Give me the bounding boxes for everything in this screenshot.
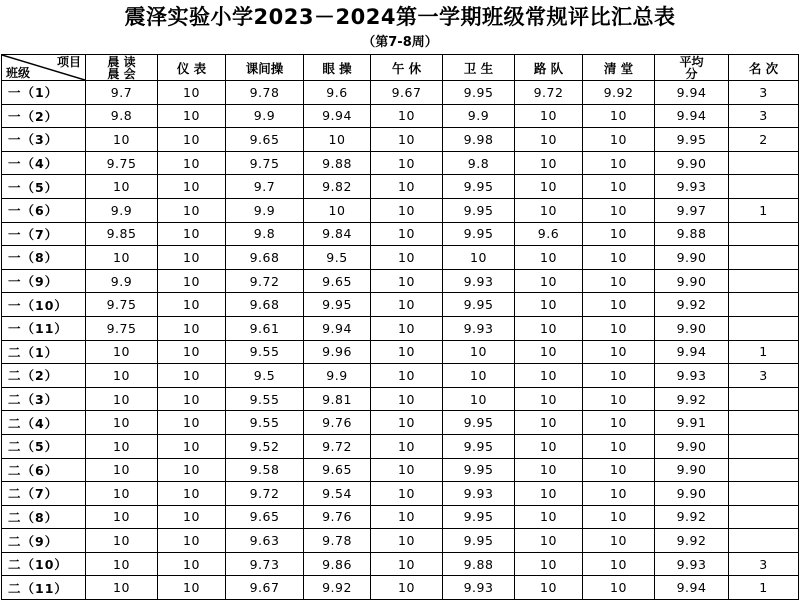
classroom-clear-cell: 10 bbox=[583, 576, 655, 600]
hygiene-cell: 9.95 bbox=[443, 411, 515, 435]
break-exercise-cell: 9.67 bbox=[226, 576, 304, 600]
appearance-cell: 10 bbox=[158, 364, 226, 388]
break-exercise-cell: 9.72 bbox=[226, 482, 304, 506]
rank-cell bbox=[729, 482, 799, 506]
classroom-clear-cell: 10 bbox=[583, 340, 655, 364]
table-row bbox=[2, 175, 799, 199]
classroom-clear-cell: 10 bbox=[583, 128, 655, 152]
eye-exercise-cell: 9.94 bbox=[304, 316, 371, 340]
table-row bbox=[2, 198, 799, 222]
class-name-cell: 一（5） bbox=[2, 175, 86, 199]
hygiene-cell: 9.95 bbox=[443, 505, 515, 529]
hygiene-cell: 9.95 bbox=[443, 529, 515, 553]
table-row bbox=[2, 364, 799, 388]
classroom-clear-cell: 10 bbox=[583, 151, 655, 175]
classroom-clear-cell: 10 bbox=[583, 387, 655, 411]
road-queue-cell: 10 bbox=[515, 175, 583, 199]
appearance-cell: 10 bbox=[158, 340, 226, 364]
column-header-label: 课间操 bbox=[245, 60, 284, 76]
break-exercise-cell: 9.65 bbox=[226, 128, 304, 152]
morning-reading-cell: 10 bbox=[86, 434, 158, 458]
hygiene-cell: 10 bbox=[443, 246, 515, 270]
nap-cell: 10 bbox=[371, 458, 443, 482]
corner-label-item: 项目 bbox=[56, 55, 81, 69]
eye-exercise-cell: 9.65 bbox=[304, 458, 371, 482]
column-header-line: 平均 bbox=[679, 54, 704, 69]
appearance-cell: 10 bbox=[158, 576, 226, 600]
rank-cell bbox=[729, 529, 799, 553]
hygiene-cell: 9.93 bbox=[443, 482, 515, 506]
nap-cell: 10 bbox=[371, 151, 443, 175]
break-exercise-cell: 9.9 bbox=[226, 198, 304, 222]
road-queue-cell: 10 bbox=[515, 576, 583, 600]
road-queue-cell: 10 bbox=[515, 128, 583, 152]
classroom-clear-cell: 10 bbox=[583, 222, 655, 246]
rank-cell: 3 bbox=[729, 104, 799, 128]
appearance-cell: 10 bbox=[158, 387, 226, 411]
road-queue-cell: 10 bbox=[515, 529, 583, 553]
rank-cell bbox=[729, 505, 799, 529]
nap-cell: 10 bbox=[371, 576, 443, 600]
nap-cell: 10 bbox=[371, 340, 443, 364]
column-header-line: 晨 会 bbox=[107, 66, 136, 81]
break-exercise-cell: 9.7 bbox=[226, 175, 304, 199]
road-queue-cell: 9.72 bbox=[515, 81, 583, 105]
average-cell: 9.92 bbox=[655, 505, 729, 529]
class-name-cell: 一（7） bbox=[2, 222, 86, 246]
rank-cell bbox=[729, 387, 799, 411]
column-header-label: 清 堂 bbox=[603, 60, 634, 76]
morning-reading-cell: 9.85 bbox=[86, 222, 158, 246]
table-row bbox=[2, 434, 799, 458]
column-header-break-exercise bbox=[226, 55, 304, 81]
column-header-morning-reading bbox=[86, 55, 158, 81]
class-name-cell: 二（11） bbox=[2, 576, 86, 600]
break-exercise-cell: 9.9 bbox=[226, 104, 304, 128]
table-row bbox=[2, 269, 799, 293]
break-exercise-cell: 9.58 bbox=[226, 458, 304, 482]
score-table bbox=[1, 54, 799, 600]
column-header-label: 午 休 bbox=[391, 60, 422, 76]
break-exercise-cell: 9.63 bbox=[226, 529, 304, 553]
eye-exercise-cell: 9.88 bbox=[304, 151, 371, 175]
class-name-cell: 二（5） bbox=[2, 434, 86, 458]
header-row bbox=[2, 55, 799, 81]
eye-exercise-cell: 9.65 bbox=[304, 269, 371, 293]
class-name-cell: 一（10） bbox=[2, 293, 86, 317]
nap-cell: 10 bbox=[371, 222, 443, 246]
appearance-cell: 10 bbox=[158, 104, 226, 128]
class-name-cell: 一（2） bbox=[2, 104, 86, 128]
appearance-cell: 10 bbox=[158, 246, 226, 270]
nap-cell: 10 bbox=[371, 293, 443, 317]
average-cell: 9.90 bbox=[655, 151, 729, 175]
class-name-cell: 一（4） bbox=[2, 151, 86, 175]
appearance-cell: 10 bbox=[158, 434, 226, 458]
road-queue-cell: 10 bbox=[515, 198, 583, 222]
morning-reading-cell: 10 bbox=[86, 364, 158, 388]
nap-cell: 10 bbox=[371, 269, 443, 293]
rank-cell: 2 bbox=[729, 128, 799, 152]
column-header-label: 卫 生 bbox=[463, 60, 494, 76]
table-row bbox=[2, 151, 799, 175]
nap-cell: 9.67 bbox=[371, 81, 443, 105]
rank-cell bbox=[729, 175, 799, 199]
appearance-cell: 10 bbox=[158, 316, 226, 340]
table-row bbox=[2, 552, 799, 576]
hygiene-cell: 9.93 bbox=[443, 576, 515, 600]
hygiene-cell: 10 bbox=[443, 364, 515, 388]
road-queue-cell: 10 bbox=[515, 151, 583, 175]
average-cell: 9.92 bbox=[655, 293, 729, 317]
classroom-clear-cell: 10 bbox=[583, 269, 655, 293]
class-name-cell: 一（9） bbox=[2, 269, 86, 293]
break-exercise-cell: 9.52 bbox=[226, 434, 304, 458]
table-row bbox=[2, 128, 799, 152]
nap-cell: 10 bbox=[371, 175, 443, 199]
road-queue-cell: 10 bbox=[515, 364, 583, 388]
classroom-clear-cell: 10 bbox=[583, 529, 655, 553]
table-row bbox=[2, 340, 799, 364]
eye-exercise-cell: 9.6 bbox=[304, 81, 371, 105]
class-name-cell: 二（7） bbox=[2, 482, 86, 506]
break-exercise-cell: 9.65 bbox=[226, 505, 304, 529]
eye-exercise-cell: 9.94 bbox=[304, 104, 371, 128]
eye-exercise-cell: 10 bbox=[304, 198, 371, 222]
class-name-cell: 二（10） bbox=[2, 552, 86, 576]
eye-exercise-cell: 9.72 bbox=[304, 434, 371, 458]
road-queue-cell: 10 bbox=[515, 387, 583, 411]
appearance-cell: 10 bbox=[158, 293, 226, 317]
average-cell: 9.93 bbox=[655, 552, 729, 576]
morning-reading-cell: 10 bbox=[86, 340, 158, 364]
morning-reading-cell: 9.7 bbox=[86, 81, 158, 105]
classroom-clear-cell: 10 bbox=[583, 552, 655, 576]
column-header-classroom-clear bbox=[583, 55, 655, 81]
morning-reading-cell: 10 bbox=[86, 552, 158, 576]
hygiene-cell: 9.9 bbox=[443, 104, 515, 128]
class-name-cell: 一（8） bbox=[2, 246, 86, 270]
hygiene-cell: 9.93 bbox=[443, 316, 515, 340]
table-row bbox=[2, 458, 799, 482]
average-cell: 9.90 bbox=[655, 458, 729, 482]
road-queue-cell: 10 bbox=[515, 434, 583, 458]
average-cell: 9.92 bbox=[655, 387, 729, 411]
corner-label-class: 班级 bbox=[6, 66, 31, 80]
morning-reading-cell: 9.9 bbox=[86, 269, 158, 293]
hygiene-cell: 9.93 bbox=[443, 269, 515, 293]
nap-cell: 10 bbox=[371, 316, 443, 340]
table-row bbox=[2, 81, 799, 105]
hygiene-cell: 9.88 bbox=[443, 552, 515, 576]
table-row bbox=[2, 482, 799, 506]
hygiene-cell: 9.95 bbox=[443, 81, 515, 105]
nap-cell: 10 bbox=[371, 529, 443, 553]
morning-reading-cell: 10 bbox=[86, 482, 158, 506]
class-name-cell: 二（1） bbox=[2, 340, 86, 364]
class-name-cell: 一（6） bbox=[2, 198, 86, 222]
eye-exercise-cell: 9.95 bbox=[304, 293, 371, 317]
corner-header-cell bbox=[2, 55, 86, 81]
classroom-clear-cell: 10 bbox=[583, 293, 655, 317]
eye-exercise-cell: 9.84 bbox=[304, 222, 371, 246]
morning-reading-cell: 10 bbox=[86, 576, 158, 600]
break-exercise-cell: 9.75 bbox=[226, 151, 304, 175]
rank-cell bbox=[729, 411, 799, 435]
break-exercise-cell: 9.68 bbox=[226, 246, 304, 270]
nap-cell: 10 bbox=[371, 198, 443, 222]
hygiene-cell: 10 bbox=[443, 387, 515, 411]
eye-exercise-cell: 9.82 bbox=[304, 175, 371, 199]
appearance-cell: 10 bbox=[158, 552, 226, 576]
morning-reading-cell: 9.75 bbox=[86, 316, 158, 340]
column-header-eye-exercise bbox=[304, 55, 371, 81]
road-queue-cell: 9.6 bbox=[515, 222, 583, 246]
class-name-cell: 二（8） bbox=[2, 505, 86, 529]
eye-exercise-cell: 9.76 bbox=[304, 411, 371, 435]
class-name-cell: 二（9） bbox=[2, 529, 86, 553]
rank-cell: 1 bbox=[729, 576, 799, 600]
class-name-cell: 二（2） bbox=[2, 364, 86, 388]
average-cell: 9.94 bbox=[655, 81, 729, 105]
average-cell: 9.90 bbox=[655, 246, 729, 270]
column-header-nap bbox=[371, 55, 443, 81]
rank-cell bbox=[729, 458, 799, 482]
eye-exercise-cell: 9.96 bbox=[304, 340, 371, 364]
morning-reading-cell: 9.9 bbox=[86, 198, 158, 222]
eye-exercise-cell: 9.86 bbox=[304, 552, 371, 576]
average-cell: 9.94 bbox=[655, 576, 729, 600]
morning-reading-cell: 9.75 bbox=[86, 293, 158, 317]
classroom-clear-cell: 10 bbox=[583, 411, 655, 435]
morning-reading-cell: 10 bbox=[86, 411, 158, 435]
average-cell: 9.90 bbox=[655, 269, 729, 293]
appearance-cell: 10 bbox=[158, 151, 226, 175]
average-cell: 9.93 bbox=[655, 175, 729, 199]
nap-cell: 10 bbox=[371, 246, 443, 270]
rank-cell bbox=[729, 316, 799, 340]
classroom-clear-cell: 10 bbox=[583, 246, 655, 270]
table-body bbox=[2, 81, 799, 600]
column-header-label: 眼 操 bbox=[322, 60, 352, 76]
average-cell: 9.90 bbox=[655, 434, 729, 458]
rank-cell: 1 bbox=[729, 340, 799, 364]
nap-cell: 10 bbox=[371, 434, 443, 458]
nap-cell: 10 bbox=[371, 505, 443, 529]
column-header-label: 名 次 bbox=[748, 60, 779, 76]
appearance-cell: 10 bbox=[158, 81, 226, 105]
eye-exercise-cell: 9.9 bbox=[304, 364, 371, 388]
appearance-cell: 10 bbox=[158, 482, 226, 506]
class-name-cell: 一（3） bbox=[2, 128, 86, 152]
road-queue-cell: 10 bbox=[515, 458, 583, 482]
class-name-cell: 二（6） bbox=[2, 458, 86, 482]
morning-reading-cell: 10 bbox=[86, 529, 158, 553]
average-cell: 9.93 bbox=[655, 364, 729, 388]
appearance-cell: 10 bbox=[158, 128, 226, 152]
break-exercise-cell: 9.55 bbox=[226, 340, 304, 364]
table-row bbox=[2, 104, 799, 128]
break-exercise-cell: 9.78 bbox=[226, 81, 304, 105]
hygiene-cell: 9.98 bbox=[443, 128, 515, 152]
road-queue-cell: 10 bbox=[515, 293, 583, 317]
table-row bbox=[2, 387, 799, 411]
road-queue-cell: 10 bbox=[515, 269, 583, 293]
classroom-clear-cell: 10 bbox=[583, 458, 655, 482]
nap-cell: 10 bbox=[371, 128, 443, 152]
column-header-label: 路 队 bbox=[533, 60, 564, 76]
table-row bbox=[2, 529, 799, 553]
page-title: 震泽实验小学2023－2024第一学期班级常规评比汇总表 bbox=[124, 5, 676, 29]
classroom-clear-cell: 10 bbox=[583, 505, 655, 529]
column-header-label: 仪 表 bbox=[176, 60, 207, 76]
break-exercise-cell: 9.61 bbox=[226, 316, 304, 340]
road-queue-cell: 10 bbox=[515, 552, 583, 576]
hygiene-cell: 9.95 bbox=[443, 175, 515, 199]
average-cell: 9.94 bbox=[655, 340, 729, 364]
nap-cell: 10 bbox=[371, 482, 443, 506]
eye-exercise-cell: 9.5 bbox=[304, 246, 371, 270]
break-exercise-cell: 9.55 bbox=[226, 387, 304, 411]
nap-cell: 10 bbox=[371, 552, 443, 576]
table-row bbox=[2, 576, 799, 600]
rank-cell: 3 bbox=[729, 552, 799, 576]
classroom-clear-cell: 10 bbox=[583, 104, 655, 128]
average-cell: 9.92 bbox=[655, 529, 729, 553]
rank-cell: 3 bbox=[729, 364, 799, 388]
classroom-clear-cell: 10 bbox=[583, 434, 655, 458]
class-name-cell: 一（11） bbox=[2, 316, 86, 340]
hygiene-cell: 9.95 bbox=[443, 434, 515, 458]
morning-reading-cell: 10 bbox=[86, 175, 158, 199]
classroom-clear-cell: 10 bbox=[583, 482, 655, 506]
class-name-cell: 二（4） bbox=[2, 411, 86, 435]
average-cell: 9.90 bbox=[655, 316, 729, 340]
break-exercise-cell: 9.73 bbox=[226, 552, 304, 576]
table-row bbox=[2, 222, 799, 246]
eye-exercise-cell: 9.76 bbox=[304, 505, 371, 529]
class-name-cell: 二（3） bbox=[2, 387, 86, 411]
table-row bbox=[2, 293, 799, 317]
average-cell: 9.94 bbox=[655, 104, 729, 128]
eye-exercise-cell: 9.92 bbox=[304, 576, 371, 600]
rank-cell: 1 bbox=[729, 198, 799, 222]
rank-cell: 3 bbox=[729, 81, 799, 105]
hygiene-cell: 9.95 bbox=[443, 293, 515, 317]
break-exercise-cell: 9.72 bbox=[226, 269, 304, 293]
appearance-cell: 10 bbox=[158, 198, 226, 222]
nap-cell: 10 bbox=[371, 411, 443, 435]
average-cell: 9.88 bbox=[655, 222, 729, 246]
road-queue-cell: 10 bbox=[515, 246, 583, 270]
break-exercise-cell: 9.55 bbox=[226, 411, 304, 435]
appearance-cell: 10 bbox=[158, 529, 226, 553]
nap-cell: 10 bbox=[371, 387, 443, 411]
column-header-hygiene bbox=[443, 55, 515, 81]
classroom-clear-cell: 10 bbox=[583, 198, 655, 222]
morning-reading-cell: 10 bbox=[86, 246, 158, 270]
appearance-cell: 10 bbox=[158, 175, 226, 199]
column-header-line: 分 bbox=[685, 66, 698, 81]
eye-exercise-cell: 10 bbox=[304, 128, 371, 152]
table-row bbox=[2, 411, 799, 435]
appearance-cell: 10 bbox=[158, 222, 226, 246]
page-subtitle: （第7-8周） bbox=[362, 35, 438, 50]
classroom-clear-cell: 10 bbox=[583, 175, 655, 199]
table-row bbox=[2, 505, 799, 529]
table-row bbox=[2, 316, 799, 340]
rank-cell bbox=[729, 293, 799, 317]
nap-cell: 10 bbox=[371, 104, 443, 128]
column-header-appearance bbox=[158, 55, 226, 81]
appearance-cell: 10 bbox=[158, 269, 226, 293]
road-queue-cell: 10 bbox=[515, 505, 583, 529]
classroom-clear-cell: 10 bbox=[583, 364, 655, 388]
classroom-clear-cell: 10 bbox=[583, 316, 655, 340]
classroom-clear-cell: 9.92 bbox=[583, 81, 655, 105]
appearance-cell: 10 bbox=[158, 505, 226, 529]
hygiene-cell: 9.95 bbox=[443, 222, 515, 246]
column-header-line: 晨 读 bbox=[107, 54, 136, 69]
hygiene-cell: 9.95 bbox=[443, 458, 515, 482]
average-cell: 9.97 bbox=[655, 198, 729, 222]
hygiene-cell: 10 bbox=[443, 340, 515, 364]
eye-exercise-cell: 9.54 bbox=[304, 482, 371, 506]
average-cell: 9.95 bbox=[655, 128, 729, 152]
road-queue-cell: 10 bbox=[515, 316, 583, 340]
morning-reading-cell: 10 bbox=[86, 387, 158, 411]
morning-reading-cell: 9.75 bbox=[86, 151, 158, 175]
road-queue-cell: 10 bbox=[515, 482, 583, 506]
rank-cell bbox=[729, 151, 799, 175]
eye-exercise-cell: 9.81 bbox=[304, 387, 371, 411]
morning-reading-cell: 10 bbox=[86, 505, 158, 529]
road-queue-cell: 10 bbox=[515, 340, 583, 364]
column-header-average bbox=[655, 55, 729, 81]
rank-cell bbox=[729, 434, 799, 458]
morning-reading-cell: 10 bbox=[86, 128, 158, 152]
morning-reading-cell: 10 bbox=[86, 458, 158, 482]
table-row bbox=[2, 246, 799, 270]
morning-reading-cell: 9.8 bbox=[86, 104, 158, 128]
rank-cell bbox=[729, 222, 799, 246]
hygiene-cell: 9.95 bbox=[443, 198, 515, 222]
average-cell: 9.90 bbox=[655, 482, 729, 506]
average-cell: 9.91 bbox=[655, 411, 729, 435]
column-header-road-queue bbox=[515, 55, 583, 81]
break-exercise-cell: 9.5 bbox=[226, 364, 304, 388]
hygiene-cell: 9.8 bbox=[443, 151, 515, 175]
nap-cell: 10 bbox=[371, 364, 443, 388]
rank-cell bbox=[729, 246, 799, 270]
column-header-rank bbox=[729, 55, 799, 81]
rank-cell bbox=[729, 269, 799, 293]
appearance-cell: 10 bbox=[158, 458, 226, 482]
break-exercise-cell: 9.8 bbox=[226, 222, 304, 246]
break-exercise-cell: 9.68 bbox=[226, 293, 304, 317]
class-name-cell: 一（1） bbox=[2, 81, 86, 105]
appearance-cell: 10 bbox=[158, 411, 226, 435]
road-queue-cell: 10 bbox=[515, 104, 583, 128]
road-queue-cell: 10 bbox=[515, 411, 583, 435]
eye-exercise-cell: 9.78 bbox=[304, 529, 371, 553]
